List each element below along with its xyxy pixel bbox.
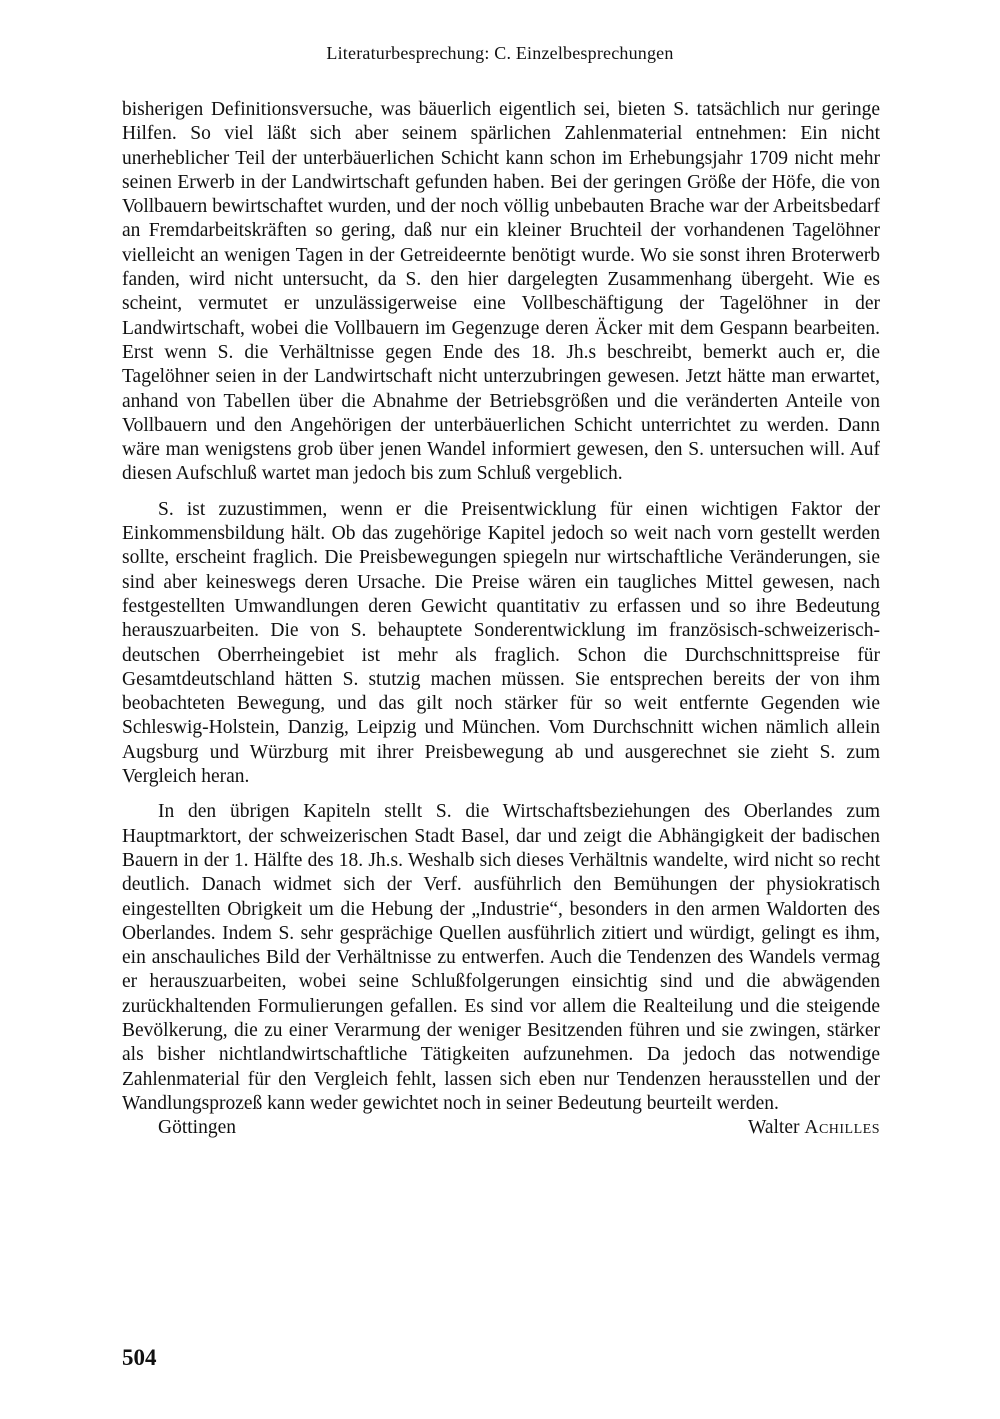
review-body <box>122 98 880 1142</box>
page-number: 504 <box>122 1345 157 1370</box>
signature-author <box>748 1116 880 1140</box>
author-first-name: Walter <box>748 1117 800 1139</box>
running-head: Literaturbesprechung: C. Einzelbesprechungen <box>326 43 674 63</box>
signature-place: Göttingen <box>158 1117 236 1139</box>
paragraph-1: bisherigen Definitionsversuche, was bäuerlich eigentlich sei, bieten S. tatsächlich nur geringe Hilfen. So viel läßt sich aber seinem spärlichen Zahlenmaterial entnehmen: Ein nicht unerheblicher Teil der unterbäuerlichen Schicht kann schon im Erhebungsjahr 1709 nicht mehr seinen Erwerb in der Landwirtschaft gefunden haben. Bei der geringen Größe der Höfe, die von Vollbauern bewirtschaftet wurden, und der noch völlig unbebauten Brache war der Arbeitsbedarf an Fremdarbeitskräften so gering, daß nur ein kleiner Bruchteil der vorhandenen Tagelöhner vielleicht an wenigen Tagen in der Getreideernte benötigt wurde. Wo sie sonst ihren Broterwerb fanden, wird nicht untersucht, da S. den hier dargelegten Zusammenhang übergeht. Wie es scheint, vermutet er unzulässigerweise eine Vollbeschäftigung der Tagelöhner in der Landwirtschaft, wobei die Vollbauern im Gegenzuge deren Äcker mit dem Gespann bearbeiten. Erst wenn S. die Verhältnisse gegen Ende des 18. Jh.s beschreibt, bemerkt auch er, die Tagelöhner seien in der Landwirtschaft nicht unterzubringen gewesen. Jetzt hätte man erwartet, anhand von Tabellen über die Abnahme der Betriebsgrößen und die veränderten Anteile von Vollbauern und den Angehörigen der unterbäuerlichen Schicht unterrichtet zu werden. Dann wäre man wenigstens grob über jenen Wandel informiert gewesen, den S. untersuchen will. Auf diesen Aufschluß wartet man jedoch bis zum Schluß vergeblich. <box>122 99 880 485</box>
paragraph-2: S. ist zuzustimmen, wenn er die Preisentwicklung für einen wichtigen Faktor der Einkommensbildung hält. Ob das zugehörige Kapitel jedoch so weit nach vorn gestellt werden sollte, erscheint fraglich. Die Preisbewegungen spiegeln nur wirtschaftliche Veränderungen, sie sind aber keineswegs deren Ursache. Die Preise wären ein taugliches Mittel gewesen, nach festgestellten Umwandlungen deren Gewicht quantitativ zu erfassen und so ihre Bedeutung herauszuarbeiten. Die von S. behauptete Sonderentwicklung im französisch-schweizerisch-deutschen Oberrheingebiet ist mehr als fraglich. Schon die Durchschnittspreise für Gesamtdeutschland hätten S. stutzig machen müssen. Sie entsprechen bereits der von ihm beobachteten Bewegung, und das gilt noch stärker für so weit entfernte Gegenden wie Schleswig-Holstein, Danzig, Leipzig und München. Vom Durchschnitt wichen nämlich allein Augsburg und Würzburg mit ihrer Preisbewegung ab und ausgerechnet sie zieht S. zum Vergleich heran. <box>122 498 880 788</box>
paragraph-3: In den übrigen Kapiteln stellt S. die Wirtschaftsbeziehungen des Oberlandes zum Hauptmarktort, der schweizerischen Stadt Basel, dar und zeigt die Abhängigkeit der badischen Bauern in der 1. Hälfte des 18. Jh.s. Weshalb sich dieses Verhältnis wandelte, wird nicht so recht deutlich. Danach widmet sich der Verf. ausführlich den Bemühungen der physiokratisch eingestellten Obrigkeit um die Hebung der „Industrie“, besonders in den armen Waldorten des Oberlandes. Indem S. sehr gesprächige Quellen ausführlich zitiert und würdigt, gelingt es ihm, ein anschauliches Bild der Verhältnisse zu entwerfen. Auch die Tendenzen des Wandels vermag er herauszuarbeiten, wobei seine Schlußfolgerungen einsichtig sind und die abwägenden zurückhaltenden Formulierungen gefallen. Es sind vor allem die Realteilung und die steigende Bevölkerung, die zu einer Verarmung der weniger Besitzenden führen und sie zwingen, stärker als bisher nichtlandwirtschaftliche Tätigkeiten aufzunehmen. Da jedoch das notwendige Zahlenmaterial für den Vergleich fehlt, lassen sich eben nur Tendenzen herausstellen und der Wandlungsprozeß kann weder gewichtet noch in seiner Bedeutung beurteilt werden. <box>122 801 880 1114</box>
author-last-name: Achilles <box>804 1117 880 1139</box>
signature-line <box>122 1116 880 1142</box>
